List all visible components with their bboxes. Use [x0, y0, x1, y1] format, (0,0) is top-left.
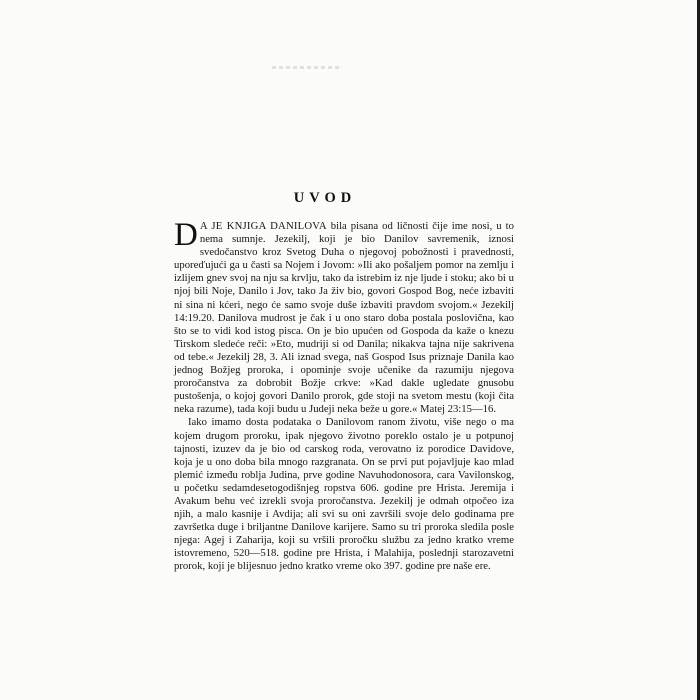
- paragraph-1: [174, 217, 514, 416]
- body-text: [174, 217, 514, 574]
- paragraph-1-lead: A JE KNJIGA DANILOVA: [199, 220, 327, 232]
- paragraph-1-text: bila pisana od ličnosti čije ime nosi, u to nema sumnje. Jezekilj, koji je bio Danilov savremenik, iznosi svedočanstvo kroz Svetog Duha o njegovoj pobožnosti i pravednosti, uporeďujući ga u časti sa Nojem i Jovom: »Ili ako pošaljem pomor na zemlju i izlijem gnev svoj na nju sa krvlju, tako da istrebim iz nje ljude i stoku; ako bi u njoj bili Noje, Danilo i Jov, tako Ja živ bio, govori Gospod Bog, neće izbaviti ni sina ni kćeri, nego će samo svoje duše izbaviti pravdom svojom.« Jezekilj 14:19.20. Danilova mudrost je čak i u ono staro doba postala poslovična, kao što se to vidi kod istog pisca. On je bio upućen od Gospoda da kaže o knezu Tirskom sledeće reči: »Eto, mudriji si od Danila; nikakva tajna nije sakrivena od tebe.« Jezekilj 28, 3. Ali iznad svega, naš Gospod Isus priznaje Danila kao jednog Božjeg proroka, i opominje svoje učenike da razumiju njegova proročanstva za dobrobit Božje crkve: »Kad dakle ugledate gnusobu pustošenja, o kojoj govori Danilo prorok, gde stoji na svetom mestu (koji čita neka razume), tada koji budu u Judeji neka beže u gore.« Matej 23:15—16.: [174, 220, 514, 416]
- paragraph-2-text: Iako imamo dosta podataka o Danilovom ranom životu, više nego o ma kojem drugom proroku, ipak njegovo životno poreklo ostalo je u potpunoj tajnosti, izuzev da je bio od carskog roda, verovatno iz porodice Davidove, koja je u ono doba bila mnogo razgranata. On se prvi put pojavljuje kao mlad plemić između roblja Judina, prve godine Navuhodonosora, cara Vavilonskog, u početku sedamdesetogodišnjeg ropstva 606. godine pre Hrista. Jeremija i Avakum behu već izrekli svoja proročanstva. Jezekilj je odmah otpočeo iza njih, a malo kasnije i Avdija; ali svi su oni završili svoje delo godinama pre završetka duge i briljantne Danilove karijere. Samo su tri proroka sledila posle njega: Agej i Zaharija, koji su vršili proročku službu za jedno kratko vreme istovremeno, 520—518. godine pre Hrista, i Malahija, poslednji starozavetni prorok, koji je blijesnuo jedno kratko vreme oko 397. godine pre naše ere.: [174, 416, 514, 573]
- faint-print-mark: [272, 66, 340, 69]
- paragraph-2: [174, 416, 514, 573]
- chapter-title: UVOD: [293, 190, 357, 206]
- drop-cap: D: [174, 217, 198, 253]
